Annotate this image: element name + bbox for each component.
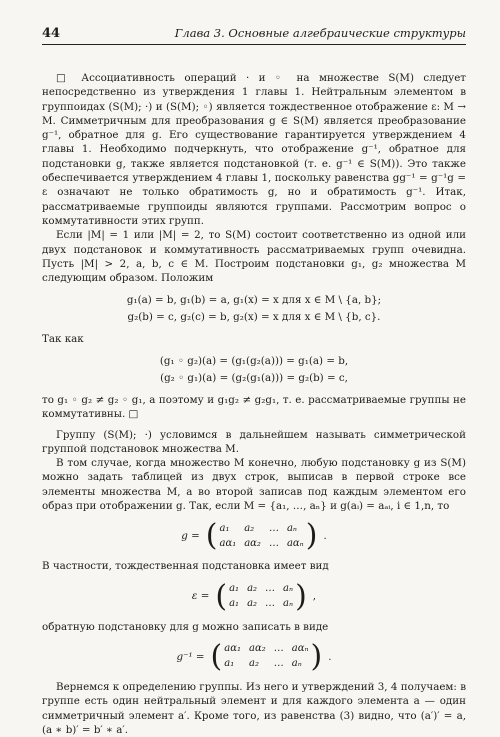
matrix-tail: . bbox=[323, 530, 327, 543]
right-paren: ) bbox=[295, 578, 307, 614]
matrix-cell: a₁ bbox=[229, 598, 240, 610]
right-paren: ) bbox=[310, 638, 323, 674]
matrix-cell: aₙ bbox=[286, 522, 297, 534]
matrix-cell: a₁ bbox=[219, 522, 230, 534]
matrix-tail: . bbox=[328, 650, 332, 663]
matrix-cell: aα₁ bbox=[219, 537, 237, 549]
matrix-cell: … bbox=[265, 582, 276, 594]
matrix-cell: a₁ bbox=[229, 582, 240, 594]
right-paren: ) bbox=[305, 518, 318, 554]
matrix-cell: a₂ bbox=[247, 598, 258, 610]
matrix-cell: aₙ bbox=[283, 598, 294, 610]
paragraph-commutativity: Если |M| = 1 или |M| = 2, то S(M) состоит соответственно из одной или двух подстановок и коммутативность рассматриваемых групп очевидна. Пусть |M| > 2, a, b, c ∈ M. Построим подстановки g₁, g₂ множества M следующим образом. Положим bbox=[42, 229, 466, 285]
paragraph-inverse: обратную подстановку для g можно записать в виде bbox=[42, 620, 329, 633]
matrix-cell: … bbox=[268, 537, 279, 549]
matrix-cell: … bbox=[265, 598, 276, 610]
equation-compositions bbox=[42, 354, 466, 385]
page-number: 44 bbox=[42, 26, 61, 41]
matrix-cell: a₂ bbox=[244, 522, 255, 534]
matrix-lhs: g = bbox=[181, 530, 200, 543]
matrix-cell: aₙ bbox=[283, 582, 294, 594]
paragraph-proof: □ Ассоциативность операций · и ◦ на множестве S(M) следует непосредственно из утверждения 1 главы 1. Нейтральным элементом в группоидах (S(M); ·) и (S(M); ◦) является тождественное отображение ε: M → M. Симметричным для преобразования g ∈ S(M) является преобразование g⁻¹, обратное для g. Его существование гарантируется утверждением 4 главы 1. Необходимо подчеркнуть, что отображение g⁻¹, обратное для подстановки g, также является подстановкой (т. е. g⁻¹ ∈ S(M)). Это также обеспечивается утверждением 4 главы 1, поскольку равенства gg⁻¹ = g⁻¹g = ε означают не только обратимость g, но и обратимость g⁻¹. Итак, рассматриваемые группоиды являются группами. Рассмотрим вопрос о коммутативности этих групп. bbox=[42, 72, 466, 227]
matrix-tail: , bbox=[312, 590, 317, 603]
matrix-cell: aₙ bbox=[291, 658, 302, 670]
paragraph-group-definition: Вернемся к определению группы. Из него и утверждений 3, 4 получаем: в группе есть один нейтральный элемент и для каждого элемента a — один симметричный элемент a′. Кроме того, из равенства (3) видно, что (a′)′ = a, (a ∗ b)′ = b′ ∗ a′. bbox=[42, 680, 466, 736]
matrix-cell: a₂ bbox=[247, 582, 258, 594]
matrix-inverse bbox=[42, 638, 466, 674]
matrix-lhs: g⁻¹ = bbox=[176, 650, 205, 663]
paragraph-symmetric-group: Группу (S(M); ·) условимся в дальнейшем называть симметрической группой подстановок множества M. bbox=[42, 428, 466, 455]
paragraph-finite-set: В том случае, когда множество M конечно, любую подстановку g из S(M) можно задать таблицей из двух строк, выписав в первой строке все элементы множества M, а во второй записав под каждым элементом его образ при отображении g. Так, если M = {a₁, …, aₙ} и g(aᵢ) = aₐᵢ, i ∈ 1,n, то bbox=[42, 457, 466, 513]
matrix-cell: aαₙ bbox=[286, 537, 304, 549]
equation-g1-g2 bbox=[42, 293, 466, 324]
matrix-table bbox=[217, 522, 305, 552]
matrix-cell: … bbox=[273, 658, 284, 670]
equation-line: g₁(a) = b, g₁(b) = a, g₁(x) = x для x ∈ M \ {a, b}; bbox=[126, 294, 382, 307]
matrix-cell: aαₙ bbox=[291, 643, 309, 655]
left-paren: ( bbox=[215, 578, 228, 614]
text-tak-kak: Так как bbox=[42, 333, 84, 346]
equation-line: g₂(b) = c, g₂(c) = b, g₂(x) = x для x ∈ M \ {b, c}. bbox=[127, 310, 381, 323]
matrix-cell: a₂ bbox=[249, 658, 259, 670]
paragraph-noncommutative: то g₁ ◦ g₂ ≠ g₂ ◦ g₁, а поэтому и g₁g₂ ≠ g₂g₁, т. е. рассматриваемые группы не коммутативны. □ bbox=[42, 393, 466, 421]
equation-line: (g₂ ◦ g₁)(a) = (g₂(g₁(a))) = g₂(b) = c, bbox=[160, 371, 348, 384]
left-paren: ( bbox=[205, 518, 218, 554]
left-paren: ( bbox=[210, 638, 223, 674]
matrix-cell: aα₁ bbox=[224, 643, 241, 655]
matrix-cell: aα₂ bbox=[249, 643, 266, 655]
matrix-cell: aα₂ bbox=[244, 537, 261, 549]
matrix-cell: … bbox=[268, 522, 279, 534]
running-header bbox=[42, 26, 466, 45]
matrix-table bbox=[227, 582, 295, 612]
matrix-table bbox=[222, 642, 310, 672]
running-title: Глава 3. Основные алгебраические структуры bbox=[174, 26, 466, 40]
matrix-g bbox=[42, 518, 466, 554]
equation-line: (g₁ ◦ g₂)(a) = (g₁(g₂(a))) = g₁(a) = b, bbox=[159, 355, 349, 368]
matrix-cell: a₁ bbox=[224, 658, 235, 670]
matrix-epsilon bbox=[42, 578, 466, 614]
paragraph-identity: В частности, тождественная подстановка имеет вид bbox=[42, 560, 329, 573]
matrix-lhs: ε = bbox=[191, 590, 210, 603]
page-body bbox=[42, 71, 466, 737]
matrix-cell: … bbox=[273, 643, 284, 655]
